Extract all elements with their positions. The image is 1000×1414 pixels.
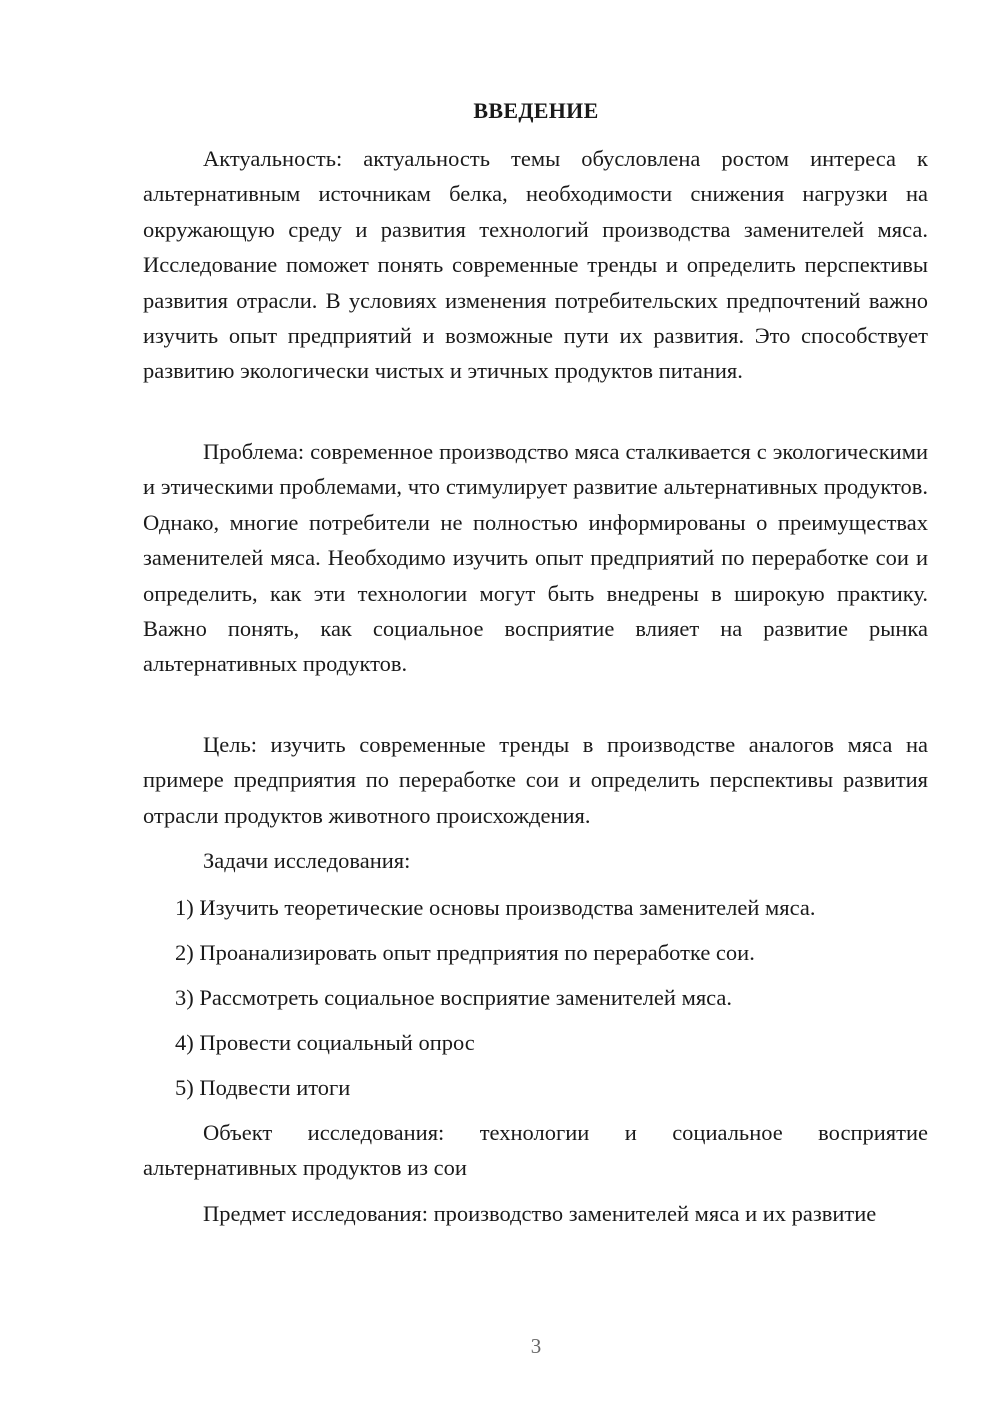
task-item: 1) Изучить теоретические основы производства заменителей мяса. xyxy=(175,895,816,920)
task-item: 3) Рассмотреть социальное восприятие заменителей мяса. xyxy=(175,985,733,1010)
page-number: 3 xyxy=(530,1334,542,1358)
tasks-heading: Задачи исследования: xyxy=(203,848,411,873)
task-item: 4) Провести социальный опрос xyxy=(175,1030,475,1055)
task-item: 5) Подвести итоги xyxy=(175,1075,351,1100)
paragraph-goal: Цель: изучить современные тренды в производстве аналогов мяса на примере предприятия по переработке сои и определить перспективы развития отрасли продуктов животного происхождения. xyxy=(143,732,928,828)
paragraph-subject: Предмет исследования: производство заменителей мяса и их развитие xyxy=(203,1201,877,1226)
paragraph-problem: Проблема: современное производство мяса сталкивается с экологическими и этическими проблемами, что стимулирует развитие альтернативных продуктов. Однако, многие потребители не полностью информированы о преимуществах заменителей мяса. Необходимо изучить опыт предприятий по переработке сои и определить, как эти технологии могут быть внедрены в широкую практику. Важно понять, как социальное восприятие влияет на развитие рынка альтернативных продуктов. xyxy=(143,439,928,677)
task-item: 2) Проанализировать опыт предприятия по переработке сои. xyxy=(175,940,755,965)
section-title: ВВЕДЕНИЕ xyxy=(473,98,599,123)
paragraph-relevance: Актуальность: актуальность темы обусловлена ростом интереса к альтернативным источникам белка, необходимости снижения нагрузки на окружающую среду и развития технологий производства заменителей мяса. Исследование поможет понять современные тренды и определить перспективы развития отрасли. В условиях изменения потребительских предпочтений важно изучить опыт предприятий и возможные пути их развития. Это способствует развитию экологически чистых и этичных продуктов питания. xyxy=(143,146,928,384)
paragraph-object: Объект исследования: технологии и социальное восприятие альтернативных продуктов из сои xyxy=(143,1120,928,1181)
